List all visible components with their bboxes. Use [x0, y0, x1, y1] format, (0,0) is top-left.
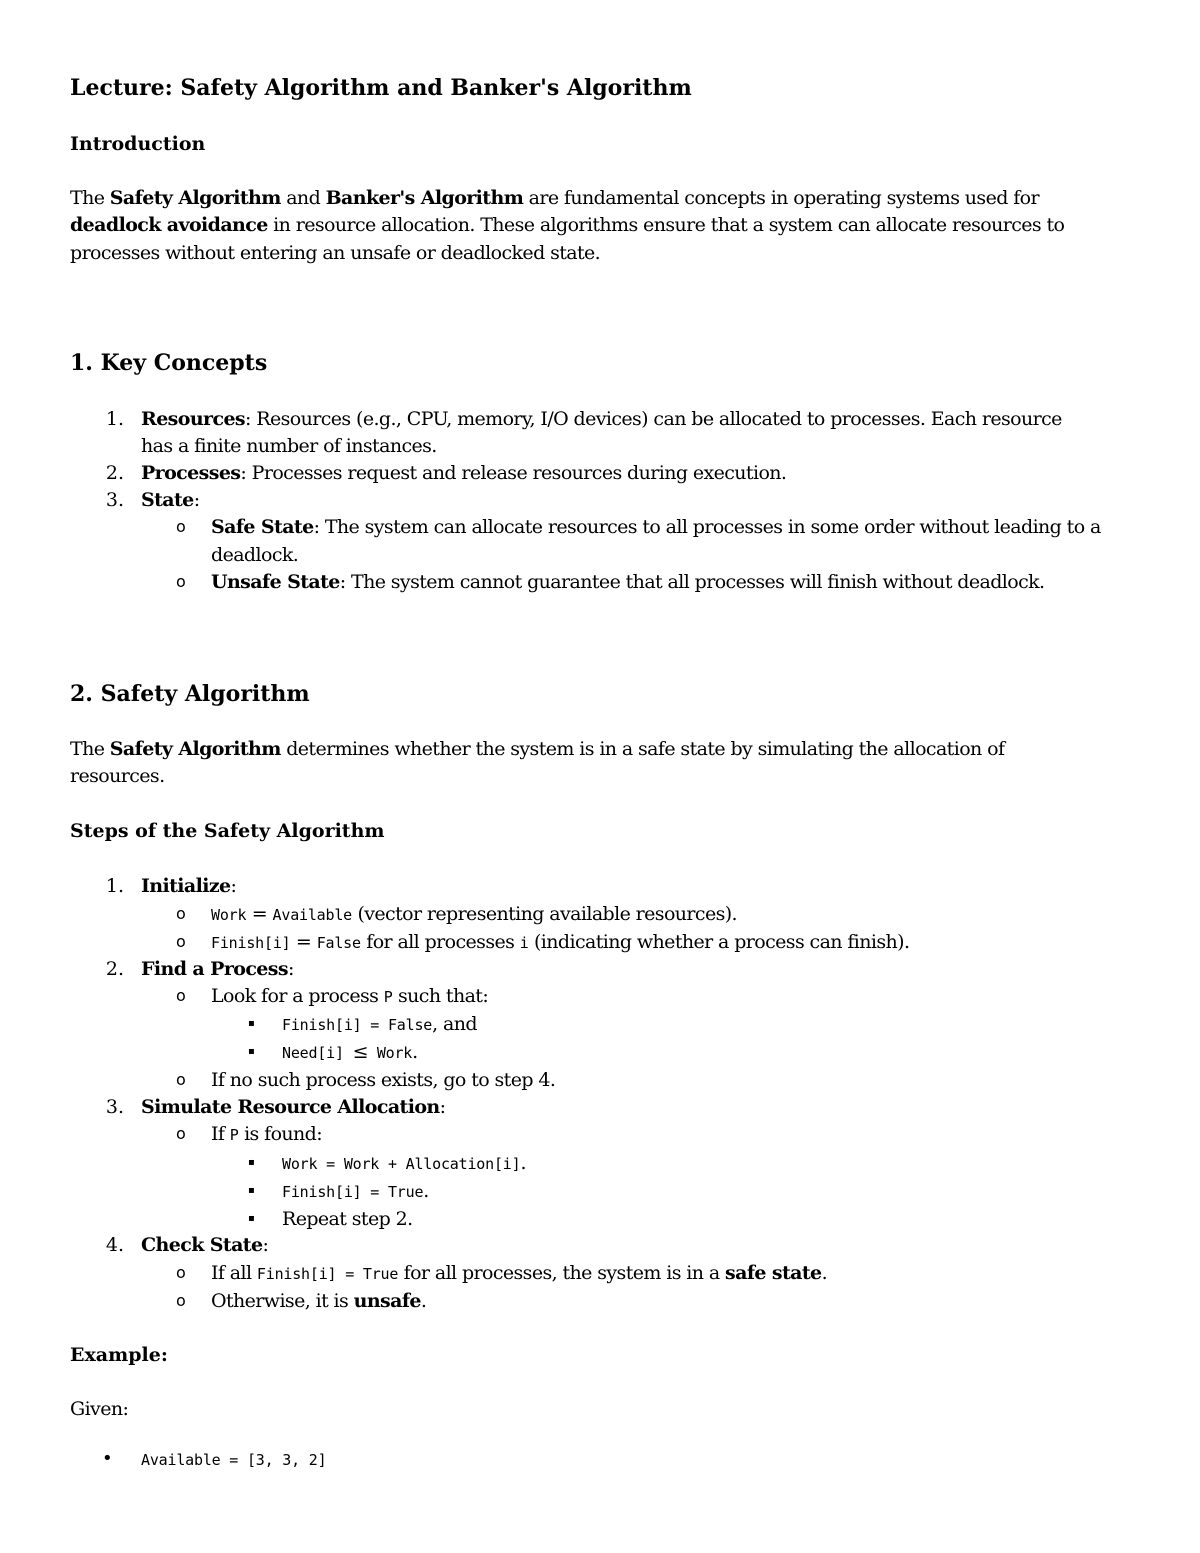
action-set-finish-true: Finish[i] = True.	[282, 1180, 429, 1202]
intro-paragraph-line-1: The Safety Algorithm and Banker's Algorithm are fundamental concepts in operating systems used for	[70, 187, 1039, 209]
step-find-process-look: Look for a process P such that:	[211, 985, 489, 1007]
sub-item-safe-state: Safe State: The system can allocate resources to all processes in some order without leading to a	[211, 516, 1101, 538]
circle-bullet-icon: o	[176, 1070, 186, 1089]
list-number: 2.	[105, 958, 124, 980]
check-state-unsafe: Otherwise, it is unsafe.	[211, 1290, 427, 1312]
safety-paragraph-line-1: The Safety Algorithm determines whether the system is in a safe state by simulating the allocation of	[70, 738, 1005, 760]
circle-bullet-icon: o	[176, 986, 186, 1005]
list-item-resources: Resources: Resources (e.g., CPU, memory, I/O devices) can be allocated to processes. Each resource	[141, 408, 1062, 430]
condition-need-le-work: Need[i] ≤ Work.	[282, 1041, 418, 1063]
list-item-state: State:	[141, 489, 200, 511]
condition-finish-false: Finish[i] = False, and	[282, 1013, 477, 1035]
circle-bullet-icon: o	[176, 1124, 186, 1143]
step-simulate-if-found: If P is found:	[211, 1123, 323, 1145]
list-number: 2.	[105, 462, 124, 484]
circle-bullet-icon: o	[176, 904, 186, 923]
sub-item-safe-state-continued: deadlock.	[211, 544, 299, 566]
list-number: 3.	[105, 1096, 124, 1118]
step-find-process: Find a Process:	[141, 958, 294, 980]
square-bullet-icon: ▪	[248, 1157, 255, 1168]
square-bullet-icon: ▪	[248, 1018, 255, 1029]
step-simulate-allocation: Simulate Resource Allocation:	[141, 1096, 446, 1118]
sub-item-unsafe-state: Unsafe State: The system cannot guarantee that all processes will finish without deadlock.	[211, 571, 1045, 593]
step-initialize-finish: Finish[i] = False for all processes i (indicating whether a process can finish).	[211, 931, 910, 953]
list-number: 4.	[105, 1234, 124, 1256]
document-title: Lecture: Safety Algorithm and Banker's Algorithm	[70, 75, 692, 101]
circle-bullet-icon: o	[176, 932, 186, 951]
safety-paragraph-line-2: resources.	[70, 765, 165, 787]
example-heading: Example:	[70, 1344, 168, 1366]
safety-algorithm-heading: 2. Safety Algorithm	[70, 681, 310, 707]
intro-paragraph-line-2: deadlock avoidance in resource allocation. These algorithms ensure that a system can allocate resources to	[70, 214, 1065, 236]
circle-bullet-icon: o	[176, 517, 186, 536]
step-find-process-none: If no such process exists, go to step 4.	[211, 1069, 556, 1091]
list-number: 1.	[105, 875, 124, 897]
action-update-work: Work = Work + Allocation[i].	[282, 1152, 526, 1174]
key-concepts-heading: 1. Key Concepts	[70, 350, 268, 376]
square-bullet-icon: ▪	[248, 1213, 255, 1224]
square-bullet-icon: ▪	[248, 1185, 255, 1196]
steps-heading: Steps of the Safety Algorithm	[70, 820, 385, 842]
disc-bullet-icon: •	[102, 1448, 113, 1469]
circle-bullet-icon: o	[176, 1263, 186, 1282]
list-item-processes: Processes: Processes request and release resources during execution.	[141, 462, 787, 484]
example-available-vector: Available = [3, 3, 2]	[141, 1451, 327, 1469]
step-check-state: Check State:	[141, 1234, 269, 1256]
list-number: 3.	[105, 489, 124, 511]
list-number: 1.	[105, 408, 124, 430]
step-initialize: Initialize:	[141, 875, 237, 897]
circle-bullet-icon: o	[176, 572, 186, 591]
introduction-heading: Introduction	[70, 133, 206, 155]
intro-paragraph-line-3: processes without entering an unsafe or deadlocked state.	[70, 242, 601, 264]
list-item-resources-continued: has a finite number of instances.	[141, 435, 437, 457]
step-initialize-work: Work = Available (vector representing available resources).	[211, 903, 737, 925]
action-repeat-step: Repeat step 2.	[282, 1208, 413, 1230]
square-bullet-icon: ▪	[248, 1046, 255, 1057]
example-given: Given:	[70, 1398, 129, 1420]
check-state-safe: If all Finish[i] = True for all processes, the system is in a safe state.	[211, 1262, 828, 1284]
circle-bullet-icon: o	[176, 1291, 186, 1310]
